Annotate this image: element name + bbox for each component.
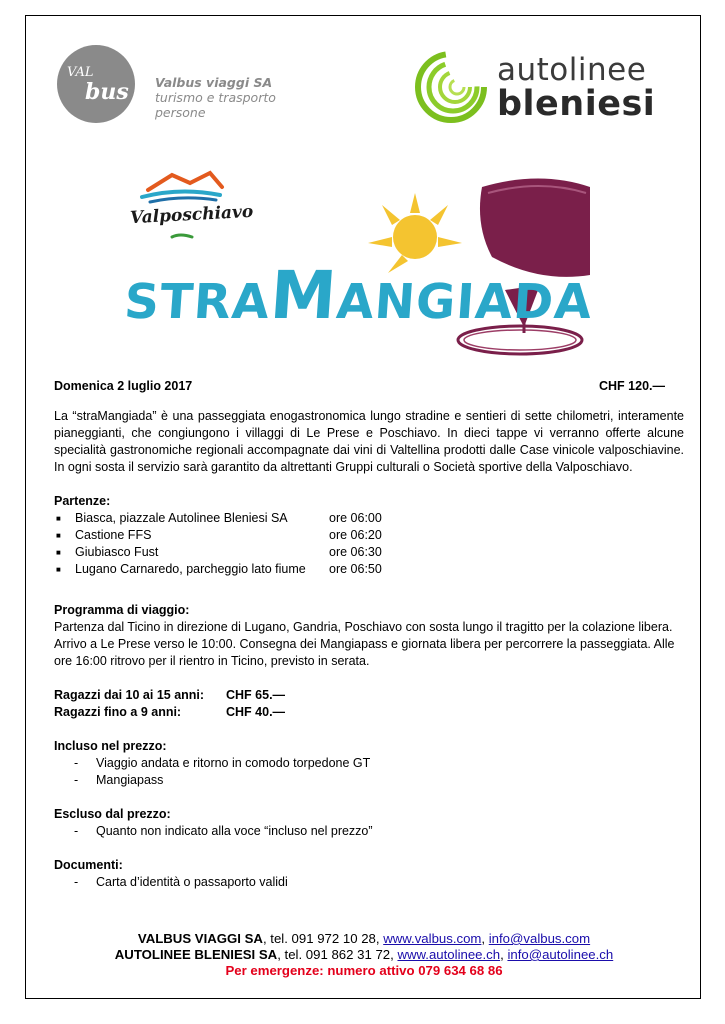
escluso-list [54,823,684,840]
autolinee-website-link[interactable]: www.autolinee.ch [397,947,501,962]
incluso-item: Mangiapass [96,773,164,787]
autolinee-contact-line: AUTOLINEE BLENIESI SA, tel. 091 862 31 72, www.autolinee.ch, info@autolinee.ch [114,947,614,962]
departure-time: ore 06:20 [329,528,382,542]
valbus-logo-text [155,75,317,120]
price-value: CHF 40.— [226,705,286,719]
documenti-item: Carta d’identità o passaporto validi [96,875,288,889]
bullet-icon: ■ [56,548,61,557]
list-item: - Carta d’identità o passaporto validi [74,875,288,889]
event-description: La “straMangiada” è una passeggiata enogastronomica lungo stradine e sentieri di sette chilometri, interamente pianeggianti, che congiungono i villaggi di Le Prese e Poschiavo. In dieci tappe vi verranno offerte alcune specialità gastronomiche regionali accompagnate dai vini di Valtellina prodotti dalle Case vinicole valposchiavine. In ogni sosta il servizio sarà garantito da altrettanti Gruppi culturali o Società sportive della Valposchiavo. [54,409,684,474]
documenti-list [54,874,684,891]
list-item: - Viaggio andata e ritorno in comodo torpedone GT [74,756,371,770]
event-date: Domenica 2 luglio 2017 [54,379,193,393]
bullet-icon: ■ [56,531,61,540]
title-part-1: STRA [122,274,272,330]
programma-text [54,619,684,670]
departure-place: Giubiasco Fust [75,545,159,559]
autolinee-phone: , tel. 091 862 31 72, [277,947,398,962]
programma-title: Programma di viaggio: [54,603,190,617]
child-prices [54,687,684,721]
autolinee-email-link[interactable]: info@autolinee.ch [507,947,614,962]
event-price: CHF 120.— [599,379,665,393]
price-row [54,687,684,704]
departure-place: Lugano Carnaredo, parcheggio lato fiume [75,562,306,576]
departure-time: ore 06:50 [329,562,382,576]
autolinee-company: AUTOLINEE BLENIESI SA [114,947,278,962]
list-item [54,561,684,578]
departure-time: ore 06:00 [329,511,382,525]
bullet-icon: ■ [56,514,61,523]
incluso-list [54,755,684,789]
valbus-email-link[interactable]: info@valbus.com [488,931,591,946]
incluso-item: Viaggio andata e ritorno in comodo torpedone GT [96,756,371,770]
programma-line-1: Partenza dal Ticino in direzione di Lugano, Gandria, Poschiavo con sosta lungo il tragitto per la colazione libera. [54,620,673,634]
departure-place: Biasca, piazzale Autolinee Bleniesi SA [75,511,288,525]
autolinee-text: autolinee [497,52,647,88]
autolinee-bleniesi-logo [413,48,683,128]
valbus-logo-val: VAL [67,65,94,80]
valbus-name: Valbus viaggi SA [155,75,273,90]
documenti-title: Documenti: [54,858,123,872]
valbus-logo [57,45,317,125]
departure-place: Castione FFS [75,528,152,542]
price-value: CHF 65.— [226,688,286,702]
valbus-logo-bus: bus [85,79,129,105]
valbus-company: VALBUS VIAGGI SA [137,931,263,946]
departures-title: Partenze: [54,494,111,508]
bullet-icon: ■ [56,565,61,574]
emergency-number: Per emergenze: numero attivo 079 634 68 86 [225,963,503,978]
stramangiada-title [122,257,595,334]
incluso-title: Incluso nel prezzo: [54,739,167,753]
list-item: - Mangiapass [74,773,164,787]
bleniesi-text: bleniesi [497,84,656,124]
valbus-logo-circle [57,45,135,123]
list-item [54,510,684,527]
list-item: - Quanto non indicato alla voce “incluso nel prezzo” [74,824,373,838]
contact-footer [26,931,702,979]
departures-list [54,510,684,578]
valbus-phone: , tel. 091 972 10 28, [262,931,384,946]
escluso-title: Escluso dal prezzo: [54,807,171,821]
valbus-website-link[interactable]: www.valbus.com [383,931,482,946]
programma-line-2: Arrivo a Le Prese verso le 10:00. Consegna dei Mangiapass e giornata libera per percorrere la passeggiata. Alle ore 16:00 ritrovo per il rientro in Ticino, previsto in serata. [54,637,675,668]
list-item [54,544,684,561]
title-part-3: ANGIADA [334,274,595,330]
date-price-line [54,378,684,395]
autolinee-swirl-icon [413,48,493,126]
list-item [54,527,684,544]
escluso-item: Quanto non indicato alla voce “incluso nel prezzo” [96,824,373,838]
document-body [54,378,684,891]
departure-time: ore 06:30 [329,545,382,559]
price-label: Ragazzi dai 10 ai 15 anni: [54,688,205,702]
price-row [54,704,684,721]
valposchiavo-label: Valposchiavo [129,201,254,229]
price-label: Ragazzi fino a 9 anni: [54,705,182,719]
valbus-contact-line: VALBUS VIAGGI SA, tel. 091 972 10 28, www.valbus.com, info@valbus.com [137,931,591,946]
stramangiada-artwork [120,165,595,370]
valbus-tagline: turismo e trasporto persone [155,90,276,120]
title-part-2: M [267,257,340,334]
